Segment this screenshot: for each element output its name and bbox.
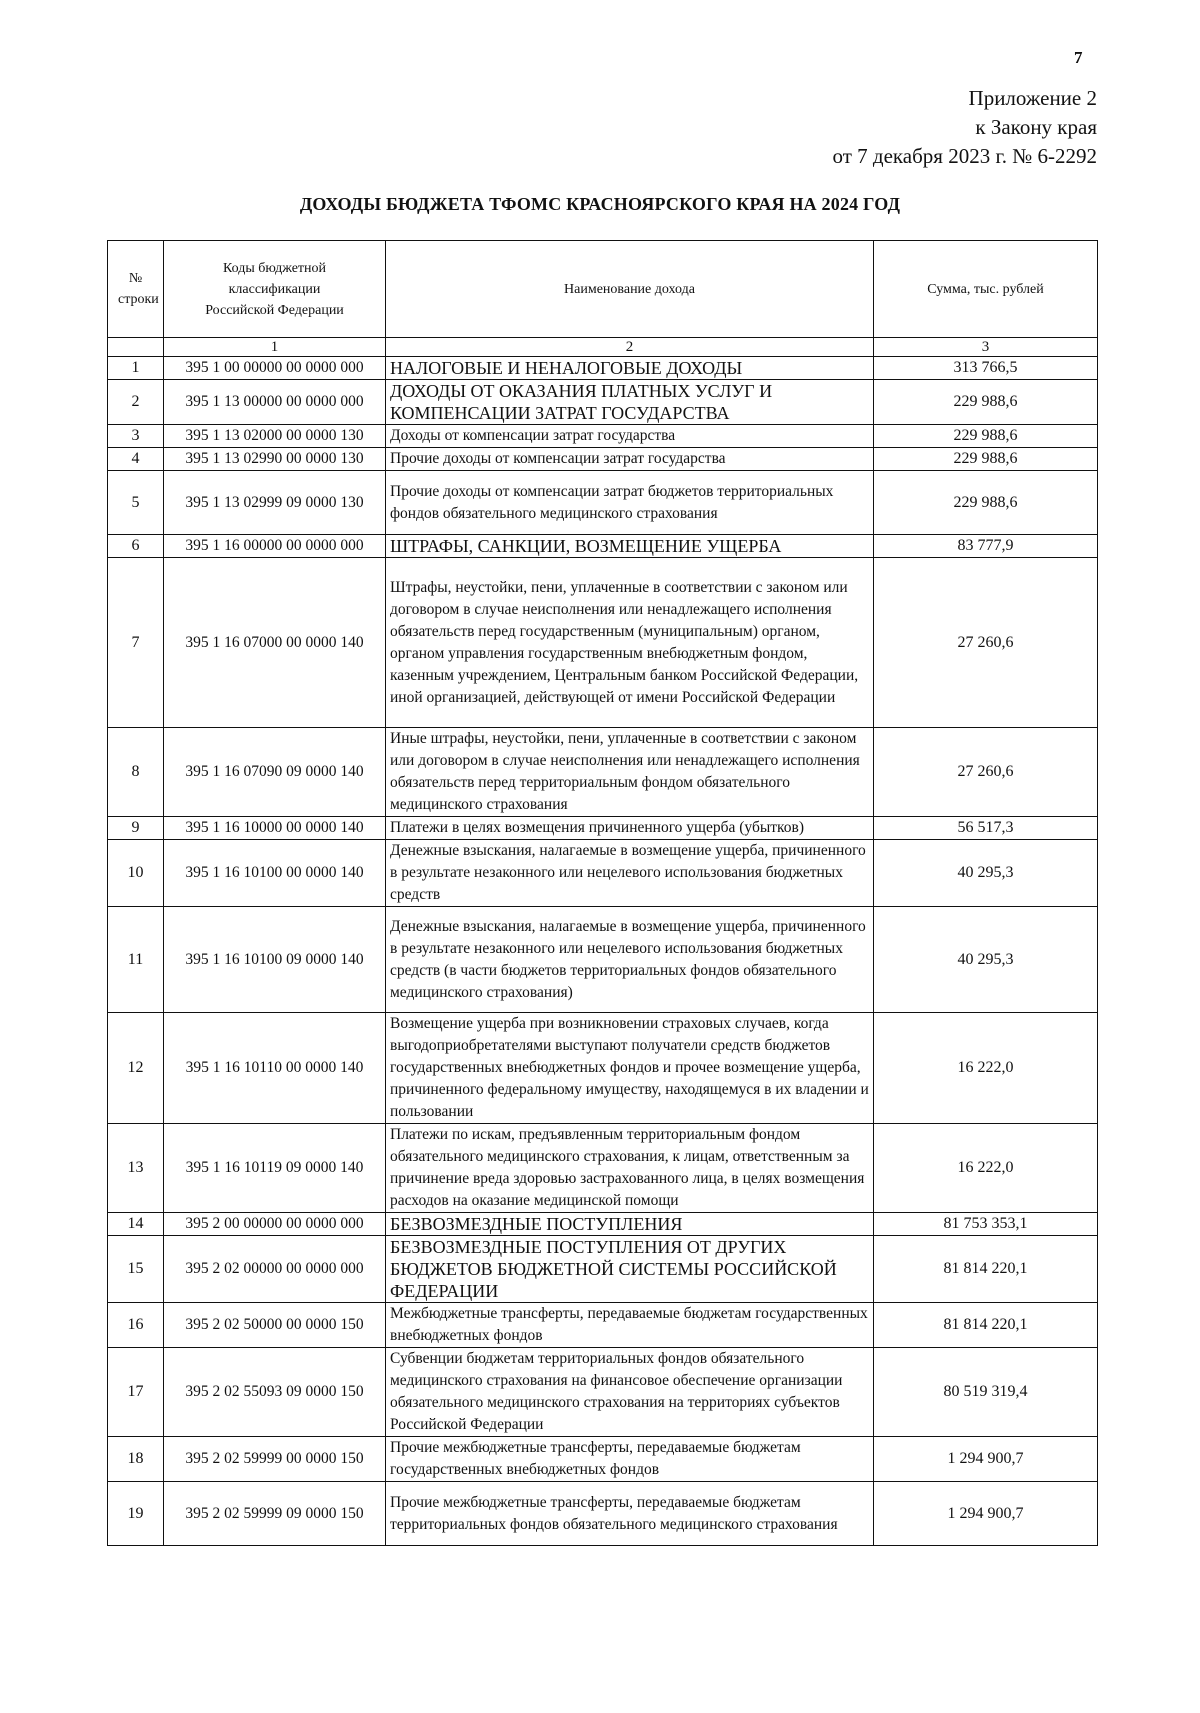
table-row: [108, 558, 1098, 728]
table-row: [108, 817, 1098, 840]
row-number: 15: [108, 1236, 164, 1303]
table-row: [108, 1236, 1098, 1303]
income-name: Платежи по искам, предъявленным территориальным фондом обязательного медицинского страхования, к лицам, ответственным за причинение вреда здоровью застрахованного лица, в целях возмещения расходов на оказание медицинской помощи: [386, 1124, 874, 1213]
column-number: [108, 338, 164, 357]
header-sum: Сумма, тыс. рублей: [874, 241, 1098, 338]
budget-code: 395 1 16 10119 09 0000 140: [164, 1124, 386, 1213]
table-row: [108, 840, 1098, 907]
row-number: 7: [108, 558, 164, 728]
row-number: 14: [108, 1213, 164, 1236]
table-row: [108, 1213, 1098, 1236]
table-row: [108, 1124, 1098, 1213]
table-row: [108, 1013, 1098, 1124]
table-row: [108, 357, 1098, 380]
budget-code: 395 2 02 50000 00 0000 150: [164, 1303, 386, 1348]
income-sum: 27 260,6: [874, 728, 1098, 817]
income-name: Прочие межбюджетные трансферты, передаваемые бюджетам территориальных фондов обязательного медицинского страхования: [386, 1482, 874, 1546]
appendix-line: Приложение 2: [968, 86, 1097, 110]
table-header-row: [108, 241, 1098, 338]
income-sum: 81 753 353,1: [874, 1213, 1098, 1236]
income-sum: 40 295,3: [874, 840, 1098, 907]
table-row: [108, 448, 1098, 471]
income-name: ДОХОДЫ ОТ ОКАЗАНИЯ ПЛАТНЫХ УСЛУГ И КОМПЕНСАЦИИ ЗАТРАТ ГОСУДАРСТВА: [386, 380, 874, 425]
table-row: [108, 1482, 1098, 1546]
income-sum: 27 260,6: [874, 558, 1098, 728]
row-number: 13: [108, 1124, 164, 1213]
table-row: [108, 1303, 1098, 1348]
row-number: 3: [108, 425, 164, 448]
header-income-name: Наименование дохода: [386, 241, 874, 338]
income-sum: 16 222,0: [874, 1124, 1098, 1213]
income-name: БЕЗВОЗМЕЗДНЫЕ ПОСТУПЛЕНИЯ ОТ ДРУГИХ БЮДЖЕТОВ БЮДЖЕТНОЙ СИСТЕМЫ РОССИЙСКОЙ ФЕДЕРАЦИИ: [386, 1236, 874, 1303]
row-number: 16: [108, 1303, 164, 1348]
document-title: ДОХОДЫ БЮДЖЕТА ТФОМС КРАСНОЯРСКОГО КРАЯ НА 2024 ГОД: [299, 194, 901, 214]
header-budget-code: Коды бюджетной классификации Российской Федерации: [164, 241, 386, 338]
income-name: Платежи в целях возмещения причиненного ущерба (убытков): [386, 817, 874, 840]
income-name: НАЛОГОВЫЕ И НЕНАЛОГОВЫЕ ДОХОДЫ: [386, 357, 874, 380]
income-table: [107, 240, 1098, 1546]
budget-code: 395 1 16 10000 00 0000 140: [164, 817, 386, 840]
budget-code: 395 2 02 00000 00 0000 000: [164, 1236, 386, 1303]
income-name: Прочие межбюджетные трансферты, передаваемые бюджетам государственных внебюджетных фондов: [386, 1437, 874, 1482]
income-sum: 81 814 220,1: [874, 1236, 1098, 1303]
income-sum: 56 517,3: [874, 817, 1098, 840]
table-body: [108, 357, 1098, 1546]
row-number: 11: [108, 907, 164, 1013]
appendix-law-line: к Закону края: [975, 115, 1097, 139]
table-row: [108, 380, 1098, 425]
row-number: 8: [108, 728, 164, 817]
table-row: [108, 728, 1098, 817]
income-name: Иные штрафы, неустойки, пени, уплаченные в соответствии с законом или договором в случае неисполнения или ненадлежащего исполнения обязательств перед территориальным фондом обязательного медицинского страхования: [386, 728, 874, 817]
budget-code: 395 1 13 02990 00 0000 130: [164, 448, 386, 471]
column-number: 1: [164, 338, 386, 357]
income-sum: 16 222,0: [874, 1013, 1098, 1124]
budget-code: 395 1 16 10100 09 0000 140: [164, 907, 386, 1013]
budget-code: 395 2 00 00000 00 0000 000: [164, 1213, 386, 1236]
budget-code: 395 1 13 02999 09 0000 130: [164, 471, 386, 535]
income-name: Денежные взыскания, налагаемые в возмещение ущерба, причиненного в результате незаконного или нецелевого использования бюджетных средств (в части бюджетов территориальных фондов обязательного медицинского страхования): [386, 907, 874, 1013]
row-number: 19: [108, 1482, 164, 1546]
budget-code: 395 1 16 10100 00 0000 140: [164, 840, 386, 907]
income-sum: 83 777,9: [874, 535, 1098, 558]
table-row: [108, 1437, 1098, 1482]
table-row: [108, 907, 1098, 1013]
income-name: Прочие доходы от компенсации затрат государства: [386, 448, 874, 471]
table-row: [108, 425, 1098, 448]
budget-code: 395 1 13 00000 00 0000 000: [164, 380, 386, 425]
row-number: 12: [108, 1013, 164, 1124]
budget-code: 395 2 02 59999 09 0000 150: [164, 1482, 386, 1546]
income-name: Возмещение ущерба при возникновении страховых случаев, когда выгодоприобретателями выступают получатели средств бюджетов государственных внебюджетных фондов и прочее возмещение ущерба, причиненного федеральному имуществу, находящемуся в их владении и пользовании: [386, 1013, 874, 1124]
budget-code: 395 2 02 55093 09 0000 150: [164, 1348, 386, 1437]
budget-code: 395 1 16 07000 00 0000 140: [164, 558, 386, 728]
income-name: Прочие доходы от компенсации затрат бюджетов территориальных фондов обязательного медицинского страхования: [386, 471, 874, 535]
page-number: 7: [1074, 48, 1083, 67]
row-number: 4: [108, 448, 164, 471]
income-name: БЕЗВОЗМЕЗДНЫЕ ПОСТУПЛЕНИЯ: [386, 1213, 874, 1236]
income-sum: 313 766,5: [874, 357, 1098, 380]
income-name: Штрафы, неустойки, пени, уплаченные в соответствии с законом или договором в случае неисполнения или ненадлежащего исполнения обязательств перед государственным (муниципальным) органом, органом управления государственным внебюджетным фондом, казенным учреждением, Центральным банком Российской Федерации, иной организацией, действующей от имени Российской Федерации: [386, 558, 874, 728]
row-number: 18: [108, 1437, 164, 1482]
table-row: [108, 471, 1098, 535]
row-number: 1: [108, 357, 164, 380]
table-row: [108, 535, 1098, 558]
budget-code: 395 1 16 10110 00 0000 140: [164, 1013, 386, 1124]
row-number: 10: [108, 840, 164, 907]
budget-code: 395 1 16 07090 09 0000 140: [164, 728, 386, 817]
appendix-reference: [833, 84, 1097, 171]
income-name: Субвенции бюджетам территориальных фондов обязательного медицинского страхования на финансовое обеспечение организации обязательного медицинского страхования на территориях субъектов Российской Федерации: [386, 1348, 874, 1437]
income-sum: 1 294 900,7: [874, 1482, 1098, 1546]
income-sum: 40 295,3: [874, 907, 1098, 1013]
income-name: Межбюджетные трансферты, передаваемые бюджетам государственных внебюджетных фондов: [386, 1303, 874, 1348]
income-name: Денежные взыскания, налагаемые в возмещение ущерба, причиненного в результате незаконного или нецелевого использования бюджетных средств: [386, 840, 874, 907]
column-number: 2: [386, 338, 874, 357]
income-sum: 229 988,6: [874, 380, 1098, 425]
table-row: [108, 1348, 1098, 1437]
row-number: 5: [108, 471, 164, 535]
income-sum: 1 294 900,7: [874, 1437, 1098, 1482]
header-row-number: № строки: [108, 241, 164, 338]
appendix-date-line: от 7 декабря 2023 г. № 6-2292: [832, 144, 1097, 168]
row-number: 2: [108, 380, 164, 425]
budget-code: 395 1 00 00000 00 0000 000: [164, 357, 386, 380]
income-sum: 229 988,6: [874, 448, 1098, 471]
row-number: 17: [108, 1348, 164, 1437]
budget-code: 395 2 02 59999 00 0000 150: [164, 1437, 386, 1482]
column-number-row: [108, 338, 1098, 357]
row-number: 6: [108, 535, 164, 558]
income-sum: 80 519 319,4: [874, 1348, 1098, 1437]
income-name: ШТРАФЫ, САНКЦИИ, ВОЗМЕЩЕНИЕ УЩЕРБА: [386, 535, 874, 558]
income-sum: 229 988,6: [874, 425, 1098, 448]
income-sum: 81 814 220,1: [874, 1303, 1098, 1348]
income-sum: 229 988,6: [874, 471, 1098, 535]
budget-code: 395 1 13 02000 00 0000 130: [164, 425, 386, 448]
income-name: Доходы от компенсации затрат государства: [386, 425, 874, 448]
row-number: 9: [108, 817, 164, 840]
column-number: 3: [874, 338, 1098, 357]
budget-code: 395 1 16 00000 00 0000 000: [164, 535, 386, 558]
